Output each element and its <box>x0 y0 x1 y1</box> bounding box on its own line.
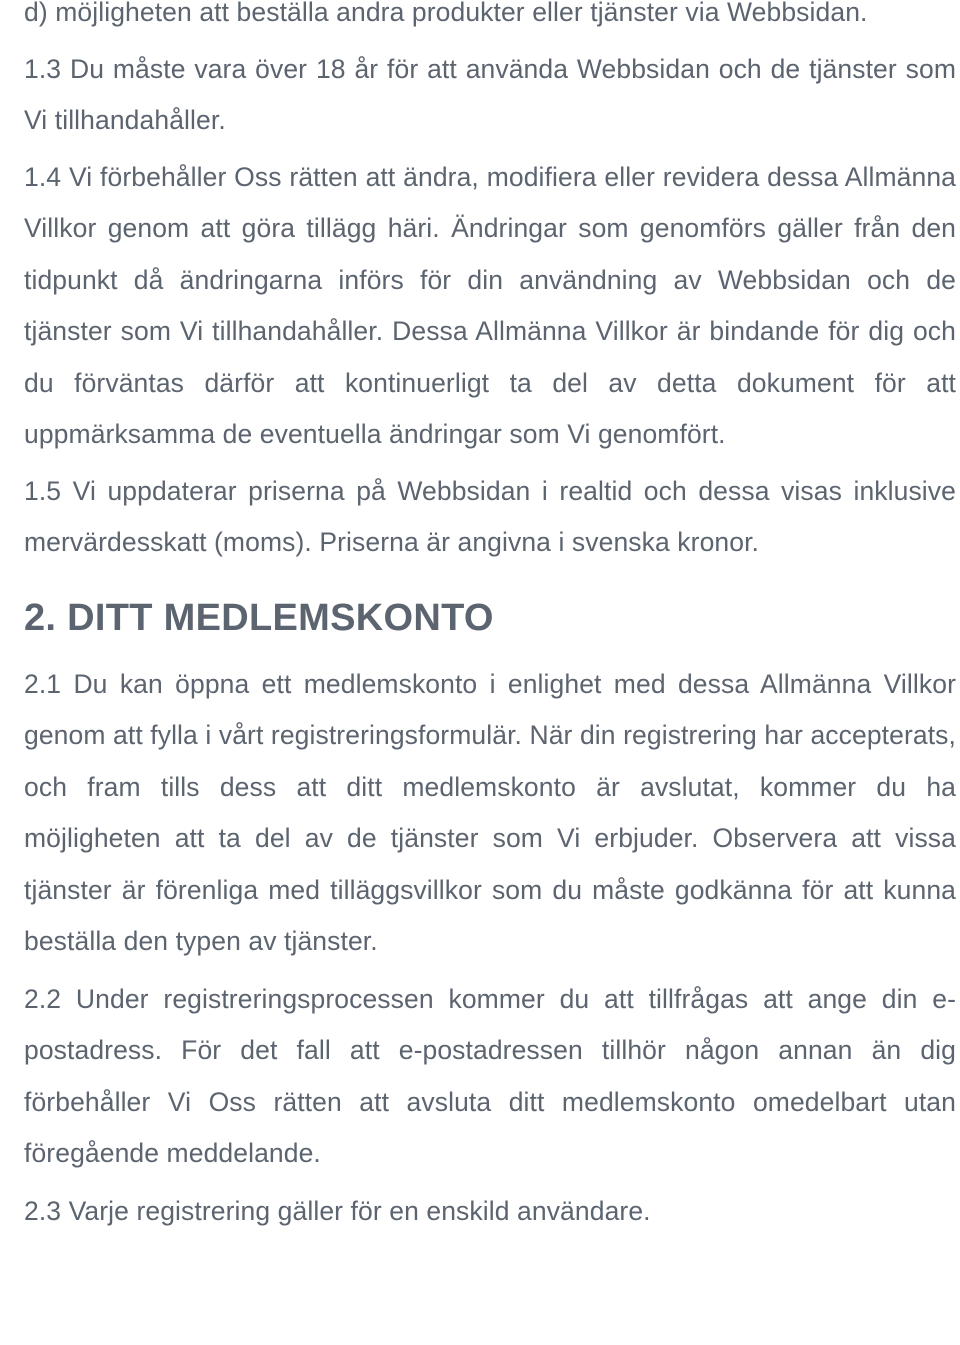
document-page <box>24 0 956 1237</box>
paragraph-2-1: 2.1 Du kan öppna ett medlemskonto i enlighet med dessa Allmänna Villkor genom att fylla i vårt registreringsformulär. När din registrering har accepterats, och fram tills dess att ditt medlemskonto är avslutat, kommer du ha möjligheten att ta del av de tjänster som Vi erbjuder. Observera att vissa tjänster är förenliga med tilläggsvillkor som du måste godkänna för att kunna beställa den typen av tjänster. <box>24 668 956 956</box>
paragraph-2-3: 2.3 Varje registrering gäller för en enskild användare. <box>24 1195 651 1226</box>
paragraph-2-2: 2.2 Under registreringsprocessen kommer du att tillfrågas att ange din e-postadress. För det fall att e-postadressen tillhör någon annan än dig förbehåller Vi Oss rätten att avsluta ditt medlemskonto omedelbart utan föregående meddelande. <box>24 983 956 1168</box>
paragraph-1-3: 1.3 Du måste vara över 18 år för att använda Webbsidan och de tjänster som Vi tillhandahåller. <box>24 53 956 135</box>
paragraph-1-5: 1.5 Vi uppdaterar priserna på Webbsidan i realtid och dessa visas inklusive mervärdesskatt (moms). Priserna är angivna i svenska kronor. <box>24 475 956 557</box>
paragraph-d: d) möjligheten att beställa andra produkter eller tjänster via Webbsidan. <box>24 0 868 27</box>
paragraph-1-4: 1.4 Vi förbehåller Oss rätten att ändra, modifiera eller revidera dessa Allmänna Villkor genom att göra tillägg häri. Ändringar som genomförs gäller från den tidpunkt då ändringarna införs för din användning av Webbsidan och de tjänster som Vi tillhandahåller. Dessa Allmänna Villkor är bindande för dig och du förväntas därför att kontinuerligt ta del av detta dokument för att uppmärksamma de eventuella ändringar som Vi genomfört. <box>24 161 956 449</box>
section-heading-2: 2. DITT MEDLEMSKONTO <box>24 596 494 639</box>
